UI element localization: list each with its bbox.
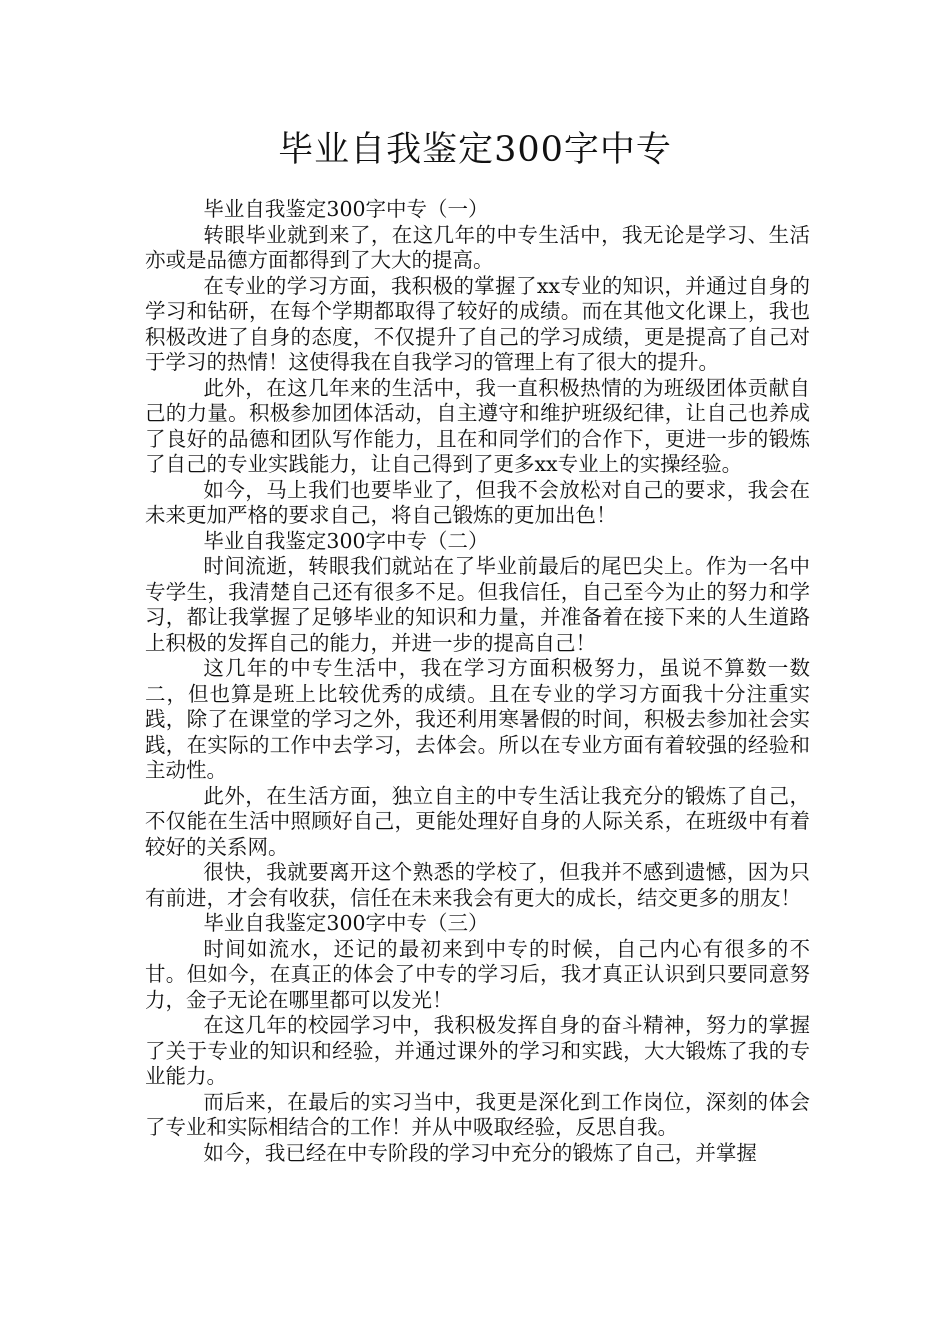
section-heading: 毕业自我鉴定300字中专（一） (203, 197, 489, 221)
document-title: 毕业自我鉴定300字中专 (278, 130, 672, 170)
paragraph: 时间流逝，转眼我们就站在了毕业前最后的尾巴尖上。作为一名中专学生，我清楚自己还有很多不足。但我信任，自己至今为止的努力和学习，都让我掌握了足够毕业的知识和力量，并准备着在接下来的人生道路上积极的发挥自己的能力，并进一步的提高自己！ (145, 554, 810, 655)
paragraph: 在专业的学习方面，我积极的掌握了xx专业的知识，并通过自身的学习和钻研，在每个学期都取得了较好的成绩。而在其他文化课上，我也积极改进了自身的态度，不仅提升了自己的学习成绩，更是提高了自己对于学习的热情！这使得我在自我学习的管理上有了很大的提升。 (145, 273, 810, 374)
paragraph: 如今，马上我们也要毕业了，但我不会放松对自己的要求，我会在未来更加严格的要求自己，将自己锻炼的更加出色！ (145, 477, 810, 527)
paragraph: 此外，在这几年来的生活中，我一直积极热情的为班级团体贡献自己的力量。积极参加团体活动，自主遵守和维护班级纪律，让自己也养成了良好的品德和团队写作能力，且在和同学们的合作下，更进一步的锻炼了自己的专业实践能力，让自己得到了更多xx专业上的实操经验。 (145, 375, 810, 476)
paragraph: 转眼毕业就到来了，在这几年的中专生活中，我无论是学习、生活亦或是品德方面都得到了大大的提高。 (145, 222, 810, 272)
paragraph: 而后来，在最后的实习当中，我更是深化到工作岗位，深刻的体会了专业和实际相结合的工作！并从中吸取经验，反思自我。 (145, 1089, 810, 1139)
paragraph: 此外，在生活方面，独立自主的中专生活让我充分的锻炼了自己，不仅能在生活中照顾好自己，更能处理好自身的人际关系，在班级中有着较好的关系网。 (145, 783, 810, 859)
paragraph: 这几年的中专生活中，我在学习方面积极努力，虽说不算数一数二，但也算是班上比较优秀的成绩。且在专业的学习方面我十分注重实践，除了在课堂的学习之外，我还利用寒暑假的时间，积极去参加社会实践，在实际的工作中去学习，去体会。所以在专业方面有着较强的经验和主动性。 (145, 656, 810, 782)
section-heading: 毕业自我鉴定300字中专（三） (203, 911, 489, 935)
document-body (145, 197, 810, 1166)
paragraph: 如今，我已经在中专阶段的学习中充分的锻炼了自己，并掌握 (203, 1140, 757, 1165)
section-heading: 毕业自我鉴定300字中专（二） (203, 528, 489, 553)
paragraph: 很快，我就要离开这个熟悉的学校了，但我并不感到遗憾，因为只有前进，才会有收获，信任在未来我会有更大的成长，结交更多的朋友！ (145, 860, 810, 910)
paragraph: 时间如流水，还记的最初来到中专的时候，自己内心有很多的不甘。但如今，在真正的体会了中专的学习后，我才真正认识到只要同意努力，金子无论在哪里都可以发光！ (145, 936, 810, 1012)
paragraph: 在这几年的校园学习中，我积极发挥自身的奋斗精神，努力的掌握了关于专业的知识和经验，并通过课外的学习和实践，大大锻炼了我的专业能力。 (145, 1013, 810, 1088)
